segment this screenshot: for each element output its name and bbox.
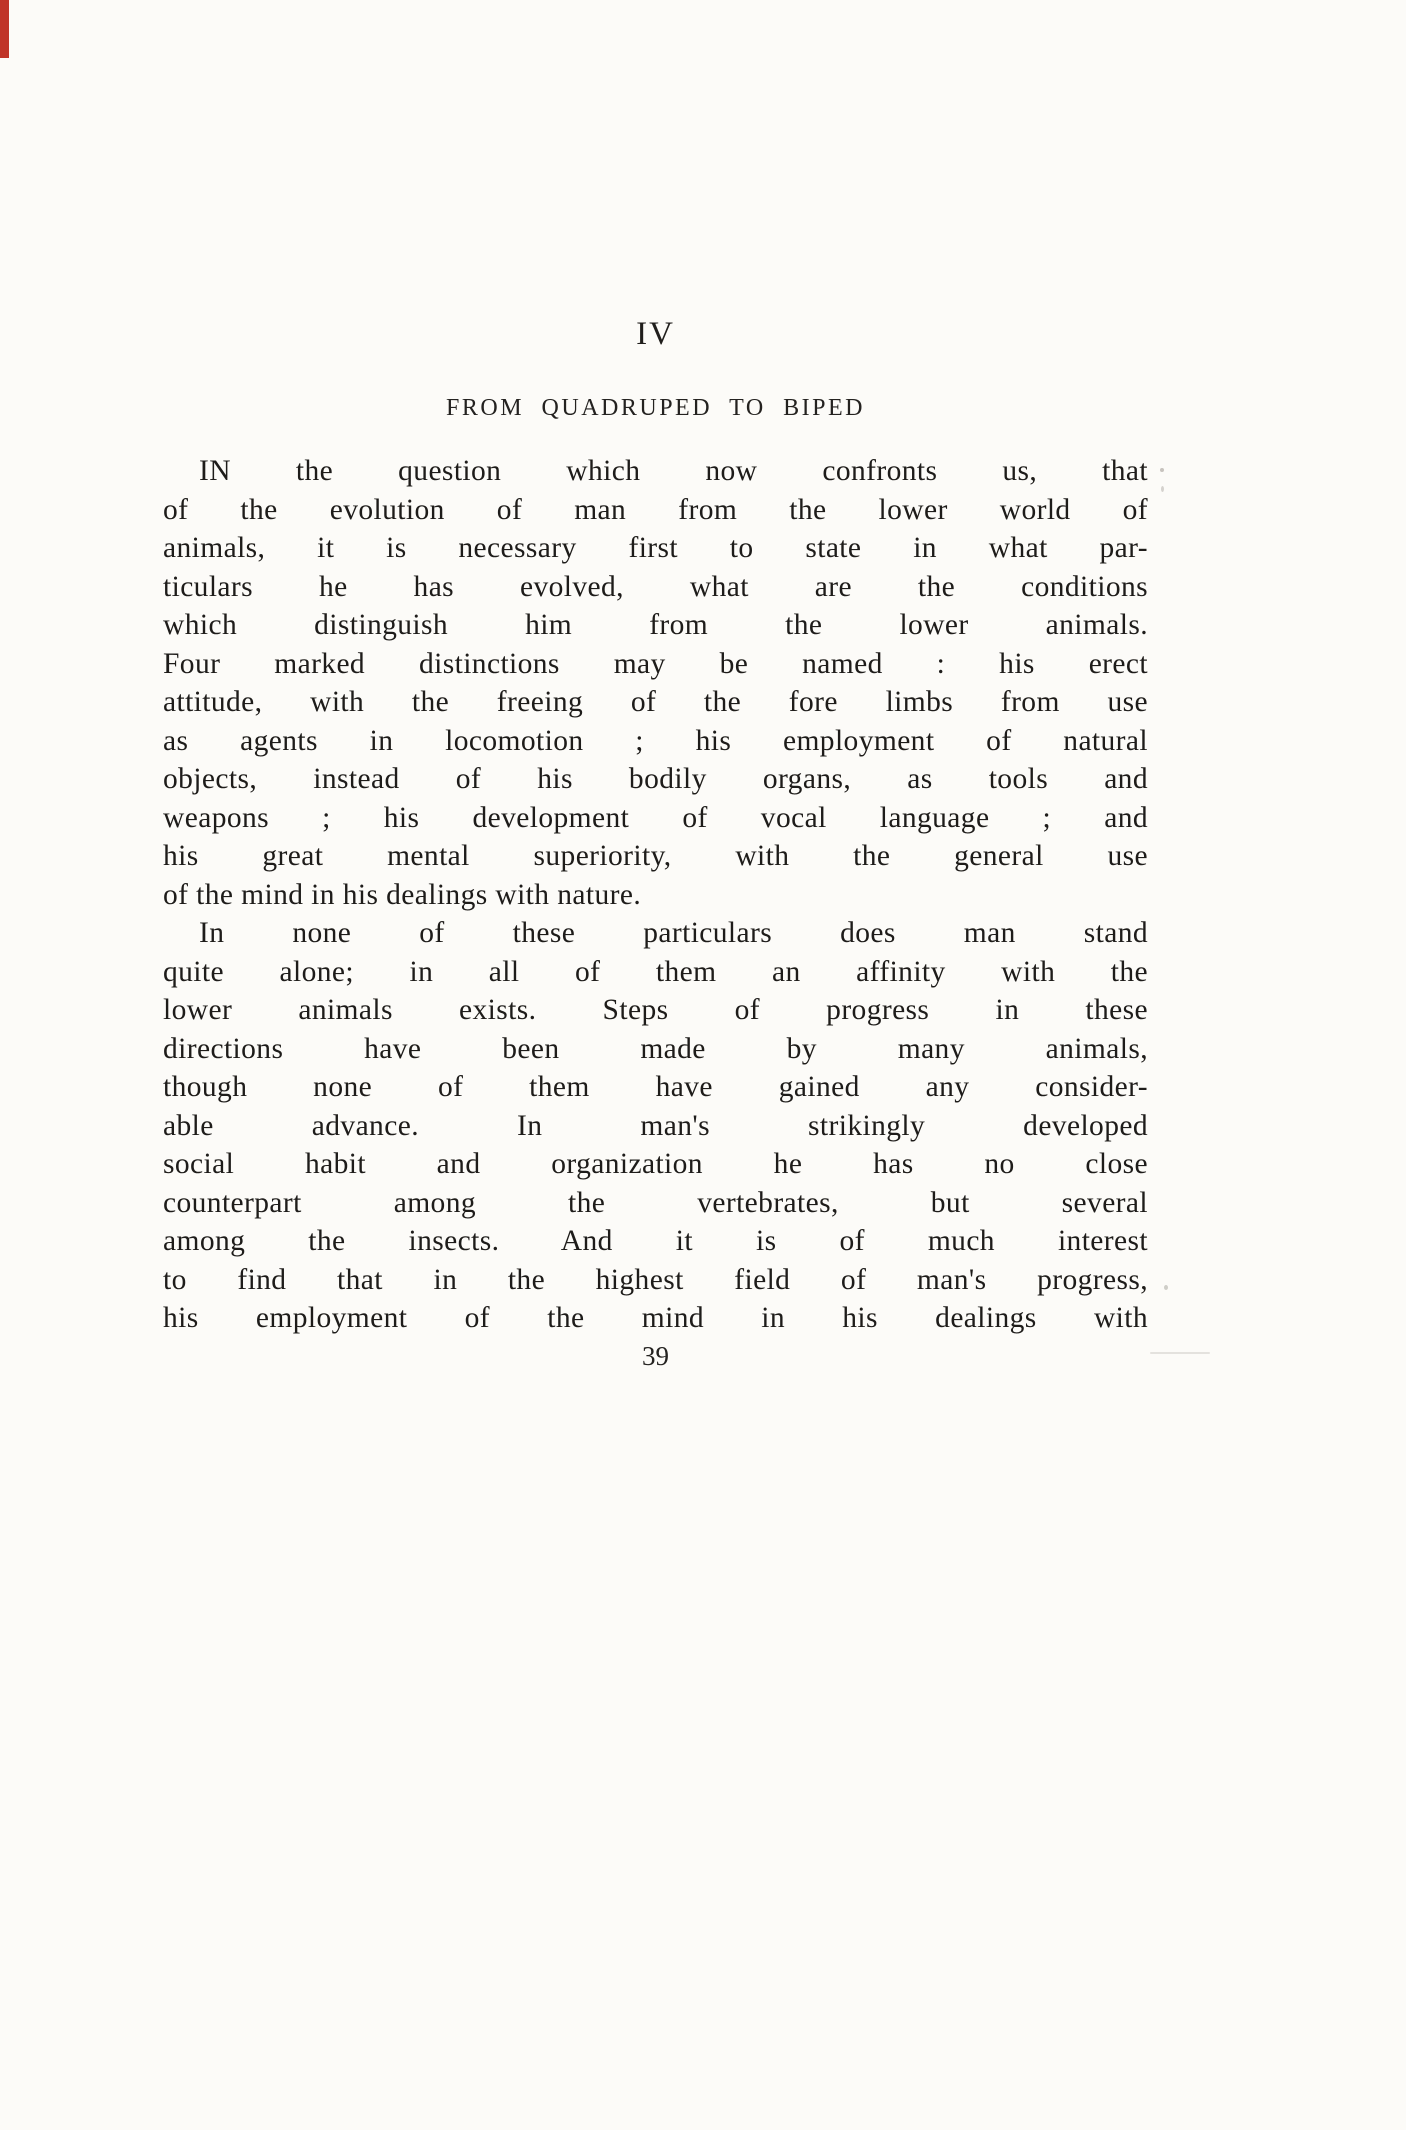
text-line: IN the question which now confronts us, that xyxy=(199,455,1148,487)
text-line: his great mental superiority, with the general use xyxy=(163,840,1148,872)
paragraph xyxy=(163,914,1148,1338)
text-line: of the evolution of man from the lower world of xyxy=(163,493,1148,526)
text-line: attitude, with the freeing of the fore limbs from use xyxy=(163,686,1148,718)
scan-artifact-red-corner xyxy=(0,0,9,58)
body-text xyxy=(163,452,1148,1338)
text-line: animals, it is necessary first to state in what par- xyxy=(163,532,1148,564)
scan-speckle xyxy=(1164,1285,1168,1290)
scan-speckle xyxy=(1160,468,1164,472)
page-number: 39 xyxy=(642,1340,669,1371)
text-line: directions have been made by many animals, xyxy=(163,1032,1148,1065)
text-line: to find that in the highest field of man's progress, xyxy=(163,1263,1148,1296)
text-line: counterpart among the vertebrates, but several xyxy=(163,1186,1148,1219)
chapter-number: IV xyxy=(636,316,675,352)
text-line: among the insects. And it is of much interest xyxy=(163,1225,1148,1257)
text-block xyxy=(163,316,1148,1373)
scan-speckle xyxy=(1161,486,1164,492)
scan-speckle xyxy=(1150,1352,1210,1354)
text-line: which distinguish him from the lower animals. xyxy=(163,609,1148,641)
text-line: quite alone; in all of them an affinity with the xyxy=(163,955,1148,988)
text-line: Four marked distinctions may be named : his erect xyxy=(163,647,1148,680)
text-line: ticulars he has evolved, what are the conditions xyxy=(163,570,1148,603)
text-line: lower animals exists. Steps of progress in these xyxy=(163,994,1148,1026)
text-line: weapons ; his development of vocal language ; and xyxy=(163,801,1148,834)
paragraph xyxy=(163,452,1148,914)
text-line: In none of these particulars does man stand xyxy=(199,917,1148,949)
chapter-title: FROM QUADRUPED TO BIPED xyxy=(446,395,865,421)
text-line: able advance. In man's strikingly developed xyxy=(163,1109,1148,1142)
text-line: though none of them have gained any consider- xyxy=(163,1071,1148,1103)
text-line: objects, instead of his bodily organs, as tools and xyxy=(163,763,1148,795)
text-line: of the mind in his dealings with nature. xyxy=(163,878,642,911)
text-line: his employment of the mind in his dealings with xyxy=(163,1302,1148,1334)
text-line: as agents in locomotion ; his employment of natural xyxy=(163,724,1148,757)
text-line: social habit and organization he has no close xyxy=(163,1148,1148,1180)
